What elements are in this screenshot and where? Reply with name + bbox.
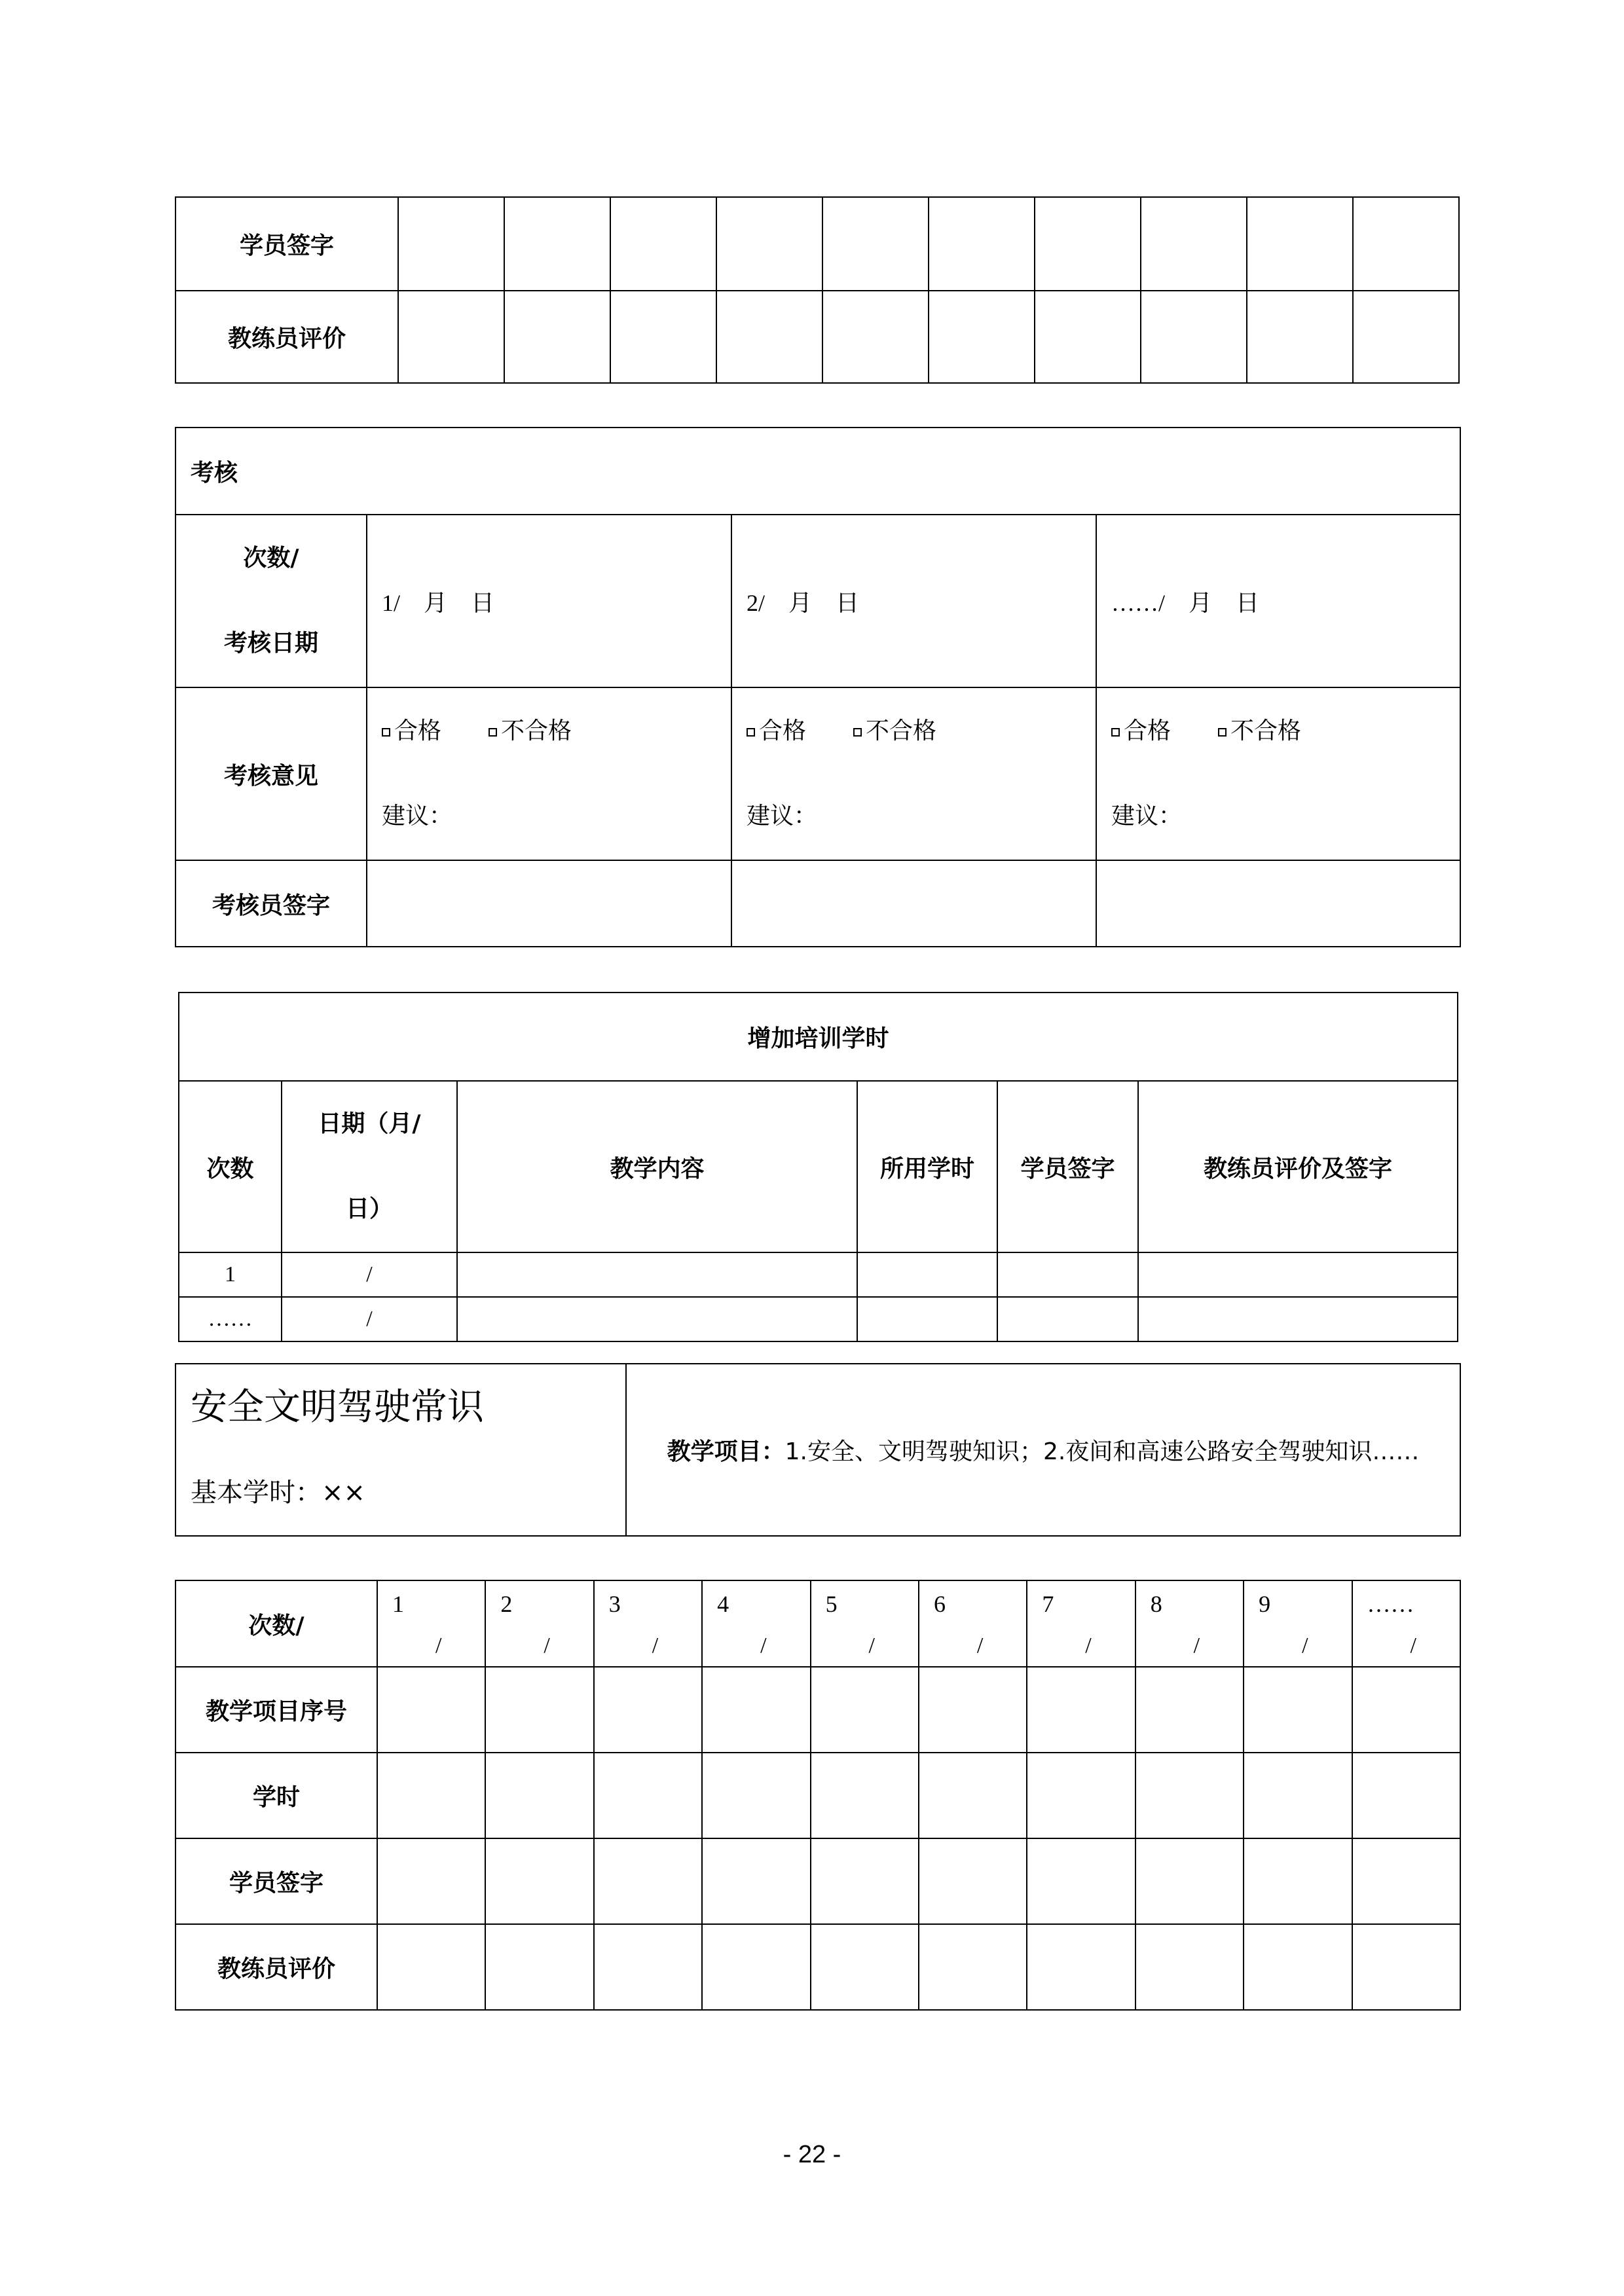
exam-signer-label: 考核员签字 (175, 860, 367, 947)
header-content: 教学内容 (457, 1081, 857, 1252)
fail-option[interactable]: 不合格 (853, 718, 936, 744)
row-label: 学时 (175, 1753, 377, 1838)
header-hours: 所用学时 (857, 1081, 997, 1252)
table-header-row (179, 1081, 1458, 1252)
extra-training-title: 增加培训学时 (179, 993, 1458, 1081)
safety-section-box (175, 1363, 1461, 1537)
safety-heading-cell (175, 1364, 626, 1536)
table-row (175, 291, 1459, 383)
pass-option[interactable]: 合格 (382, 689, 441, 774)
fail-option[interactable]: 不合格 (1218, 718, 1301, 744)
table-row (175, 1924, 1460, 2010)
row-count: 1 (179, 1252, 282, 1297)
table-row (179, 1297, 1458, 1341)
header-coach: 教练员评价及签字 (1138, 1081, 1458, 1252)
session-cell[interactable]: 6 / (919, 1580, 1027, 1667)
table-row (175, 1667, 1460, 1753)
suggestion-field[interactable]: 建议： (1111, 803, 1183, 829)
checkbox-icon[interactable] (1111, 728, 1120, 737)
pass-option[interactable]: 合格 (747, 689, 806, 774)
basic-hours: 基本学时：×× (191, 1477, 366, 1508)
row-count: …… (179, 1297, 282, 1341)
row-label: 教练员评价 (175, 291, 398, 383)
suggestion-field[interactable]: 建议： (747, 803, 818, 829)
session-cell[interactable]: …… / (1352, 1580, 1460, 1667)
signature-field[interactable] (1096, 860, 1460, 947)
table-row (175, 860, 1460, 947)
row-label: 教练员评价 (175, 1924, 377, 2010)
exam-date-1[interactable]: 1/ 月 日 (367, 515, 731, 687)
training-record-table-top (175, 196, 1460, 384)
suggestion-field[interactable]: 建议： (382, 803, 453, 829)
row-date[interactable]: / (282, 1252, 457, 1297)
header-count: 次数 (179, 1081, 282, 1252)
table-row (175, 1580, 1460, 1667)
table-row (179, 1252, 1458, 1297)
row-label: 学员签字 (175, 1838, 377, 1924)
checkbox-icon[interactable] (382, 728, 390, 737)
exam-opinion-label: 考核意见 (175, 687, 367, 860)
table-row (175, 197, 1459, 291)
checkbox-icon[interactable] (1218, 728, 1227, 737)
teaching-items: 教学项目：1.安全、文明驾驶知识；2.夜间和高速公路安全驾驶知识…… (626, 1364, 1460, 1536)
training-record-table-bottom (175, 1580, 1461, 2011)
table-row (175, 687, 1460, 860)
row-label: 次数/ (175, 1580, 377, 1667)
session-cell[interactable]: 8 / (1135, 1580, 1244, 1667)
signature-field[interactable] (367, 860, 731, 947)
row-date[interactable]: / (282, 1297, 457, 1341)
table-row (175, 1838, 1460, 1924)
checkbox-icon[interactable] (489, 728, 497, 737)
exam-title: 考核 (175, 428, 1460, 515)
checkbox-icon[interactable] (747, 728, 755, 737)
page-number: - 22 - (783, 2141, 841, 2168)
exam-date-2[interactable]: 2/ 月 日 (731, 515, 1096, 687)
section-heading: 安全文明驾驶常识 (191, 1385, 484, 1429)
session-cell[interactable]: 3 / (594, 1580, 702, 1667)
pass-option[interactable]: 合格 (1111, 689, 1171, 774)
exam-date-3[interactable]: ……/ 月 日 (1096, 515, 1460, 687)
header-date: 日期（月/ 日） (282, 1081, 457, 1252)
row-label: 教学项目序号 (175, 1667, 377, 1753)
session-cell[interactable]: 7 / (1027, 1580, 1135, 1667)
session-cell[interactable]: 5 / (811, 1580, 919, 1667)
table-row (175, 1753, 1460, 1838)
checkbox-icon[interactable] (853, 728, 862, 737)
session-cell[interactable]: 4 / (702, 1580, 810, 1667)
session-cell[interactable]: 9 / (1244, 1580, 1352, 1667)
exam-opinion-1 (367, 687, 731, 860)
exam-date-label: 次数/ 考核日期 (175, 515, 367, 687)
fail-option[interactable]: 不合格 (489, 718, 572, 744)
signature-field[interactable] (731, 860, 1096, 947)
session-cell[interactable]: 2 / (485, 1580, 593, 1667)
exam-table (175, 427, 1461, 947)
extra-training-table (178, 992, 1458, 1342)
exam-opinion-3 (1096, 687, 1460, 860)
header-student-sign: 学员签字 (997, 1081, 1138, 1252)
table-row (175, 515, 1460, 687)
exam-opinion-2 (731, 687, 1096, 860)
session-cell[interactable]: 1 / (377, 1580, 485, 1667)
row-label: 学员签字 (175, 197, 398, 291)
